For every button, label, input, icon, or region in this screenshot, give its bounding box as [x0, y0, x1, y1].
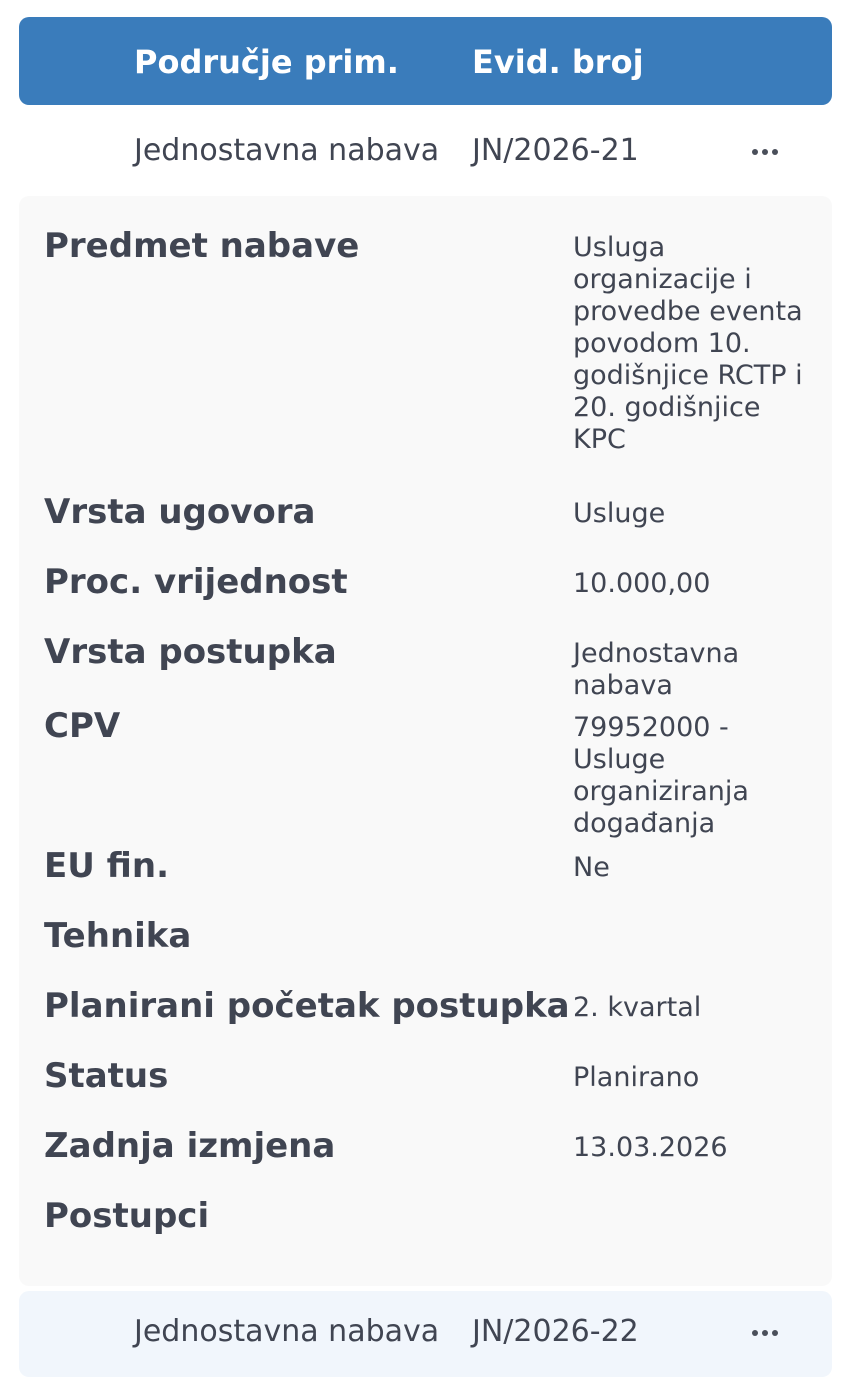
column-header-number[interactable]: Evid. broj — [472, 43, 644, 81]
detail-label: Tehnika — [44, 916, 192, 956]
detail-label: Postupci — [44, 1196, 210, 1236]
detail-label: EU fin. — [44, 846, 169, 886]
detail-label: Proc. vrijednost — [44, 562, 348, 602]
detail-value: 2. kvartal — [573, 992, 702, 1023]
detail-value: Jednostavna nabava — [573, 638, 740, 701]
table-row[interactable] — [19, 110, 832, 196]
row-number: JN/2026-21 — [472, 133, 639, 168]
more-options-button[interactable] — [747, 1313, 783, 1353]
column-header-area[interactable]: Područje prim. — [134, 43, 399, 81]
detail-value: Usluga organizacije i provedbe eventa povodom 10. godišnjice RCTP i 20. godišnjice KPC — [573, 232, 803, 455]
table-header — [19, 17, 832, 105]
detail-label: CPV — [44, 706, 121, 746]
detail-value: 13.03.2026 — [573, 1132, 728, 1163]
row-area: Jednostavna nabava — [134, 1314, 440, 1349]
more-options-button[interactable] — [747, 132, 783, 172]
detail-label: Predmet nabave — [44, 226, 360, 266]
detail-label: Planirani početak postupka — [44, 986, 570, 1026]
detail-label: Vrsta ugovora — [44, 492, 316, 532]
more-horizontal-icon — [752, 1330, 778, 1336]
detail-label: Vrsta postupka — [44, 632, 337, 672]
row-number: JN/2026-22 — [472, 1314, 639, 1349]
row-details-panel — [19, 196, 832, 1286]
row-area: Jednostavna nabava — [134, 133, 440, 168]
detail-label: Status — [44, 1056, 169, 1096]
detail-value: Usluge — [573, 498, 666, 529]
detail-value: Ne — [573, 852, 610, 883]
table-row[interactable] — [19, 1291, 832, 1377]
detail-value: 10.000,00 — [573, 568, 711, 599]
more-horizontal-icon — [752, 149, 778, 155]
detail-value: Planirano — [573, 1062, 700, 1093]
detail-label: Zadnja izmjena — [44, 1126, 336, 1166]
detail-value: 79952000 - Usluge organiziranja događanja — [573, 712, 749, 839]
